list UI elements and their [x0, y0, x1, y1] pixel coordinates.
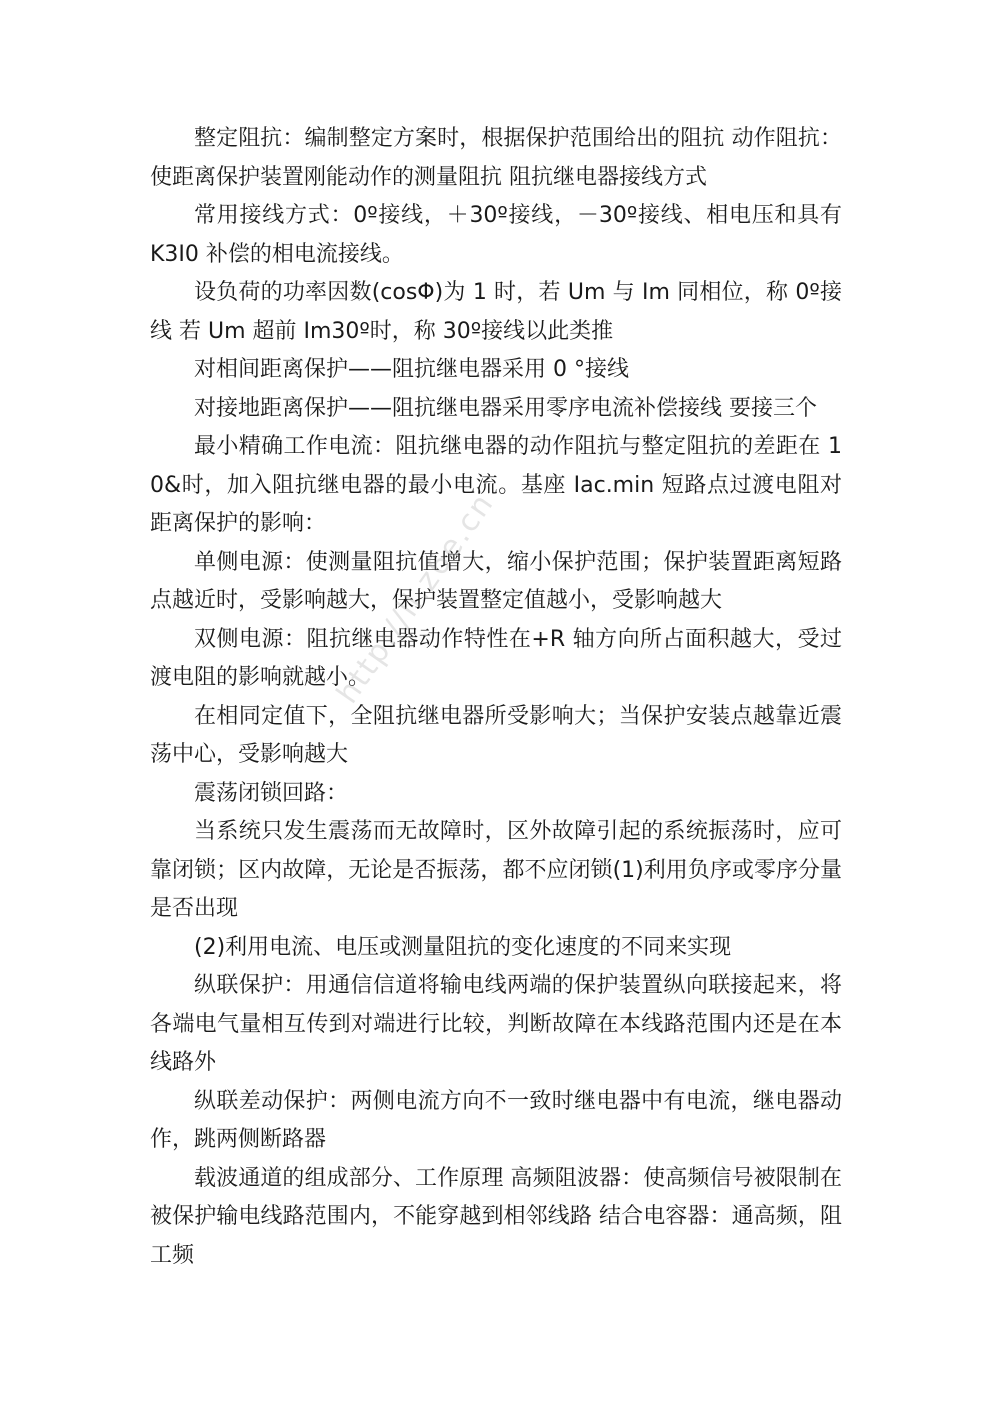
document-body: [150, 120, 842, 1275]
watermark: http://ll.z6e.cn: [330, 486, 502, 711]
paragraph: 在相同定值下，全阻抗继电器所受影响大；当保护安装点越靠近震荡中心，受影响越大: [150, 703, 842, 767]
paragraph: 当系统只发生震荡而无故障时，区外故障引起的系统振荡时，应可靠闭锁；区内故障，无论是否振荡，都不应闭锁(1)利用负序或零序分量是否出现: [150, 819, 842, 921]
paragraph: 双侧电源：阻抗继电器动作特性在+R 轴方向所占面积越大，受过渡电阻的影响就越小。: [150, 626, 842, 690]
paragraph: 单侧电源：使测量阻抗值增大，缩小保护范围；保护装置距离短路点越近时，受影响越大，保护装置整定值越小，受影响越大: [150, 549, 842, 613]
paragraph: 纵联差动保护：两侧电流方向不一致时继电器中有电流，继电器动作，跳两侧断路器: [150, 1088, 842, 1152]
paragraph: 常用接线方式：0º接线，＋30º接线，－30º接线、相电压和具有 K3I0 补偿的相电流接线。: [150, 203, 842, 267]
paragraph: 纵联保护：用通信信道将输电线两端的保护装置纵向联接起来，将各端电气量相互传到对端进行比较，判断故障在本线路范围内还是在本线路外: [150, 973, 842, 1075]
paragraph: 最小精确工作电流：阻抗继电器的动作阻抗与整定阻抗的差距在 10&时，加入阻抗继电器的最小电流。基座 Iac.min 短路点过渡电阻对距离保护的影响：: [150, 434, 842, 536]
paragraph: 设负荷的功率因数(cosΦ)为 1 时，若 Um 与 Im 同相位，称 0º接线 若 Um 超前 Im30º时，称 30º接线以此类推: [150, 280, 842, 344]
paragraph: 载波通道的组成部分、工作原理 高频阻波器：使高频信号被限制在被保护输电线路范围内，不能穿越到相邻线路 结合电容器：通高频，阻工频: [150, 1165, 842, 1268]
paragraph: 整定阻抗：编制整定方案时，根据保护范围给出的阻抗 动作阻抗：使距离保护装置刚能动作的测量阻抗 阻抗继电器接线方式: [150, 126, 842, 190]
paragraph: 震荡闭锁回路：: [194, 780, 349, 806]
paragraph: (2)利用电流、电压或测量阻抗的变化速度的不同来实现: [194, 934, 732, 960]
paragraph: 对相间距离保护——阻抗继电器采用 0 °接线: [194, 357, 629, 382]
paragraph: 对接地距离保护——阻抗继电器采用零序电流补偿接线 要接三个: [194, 395, 817, 421]
